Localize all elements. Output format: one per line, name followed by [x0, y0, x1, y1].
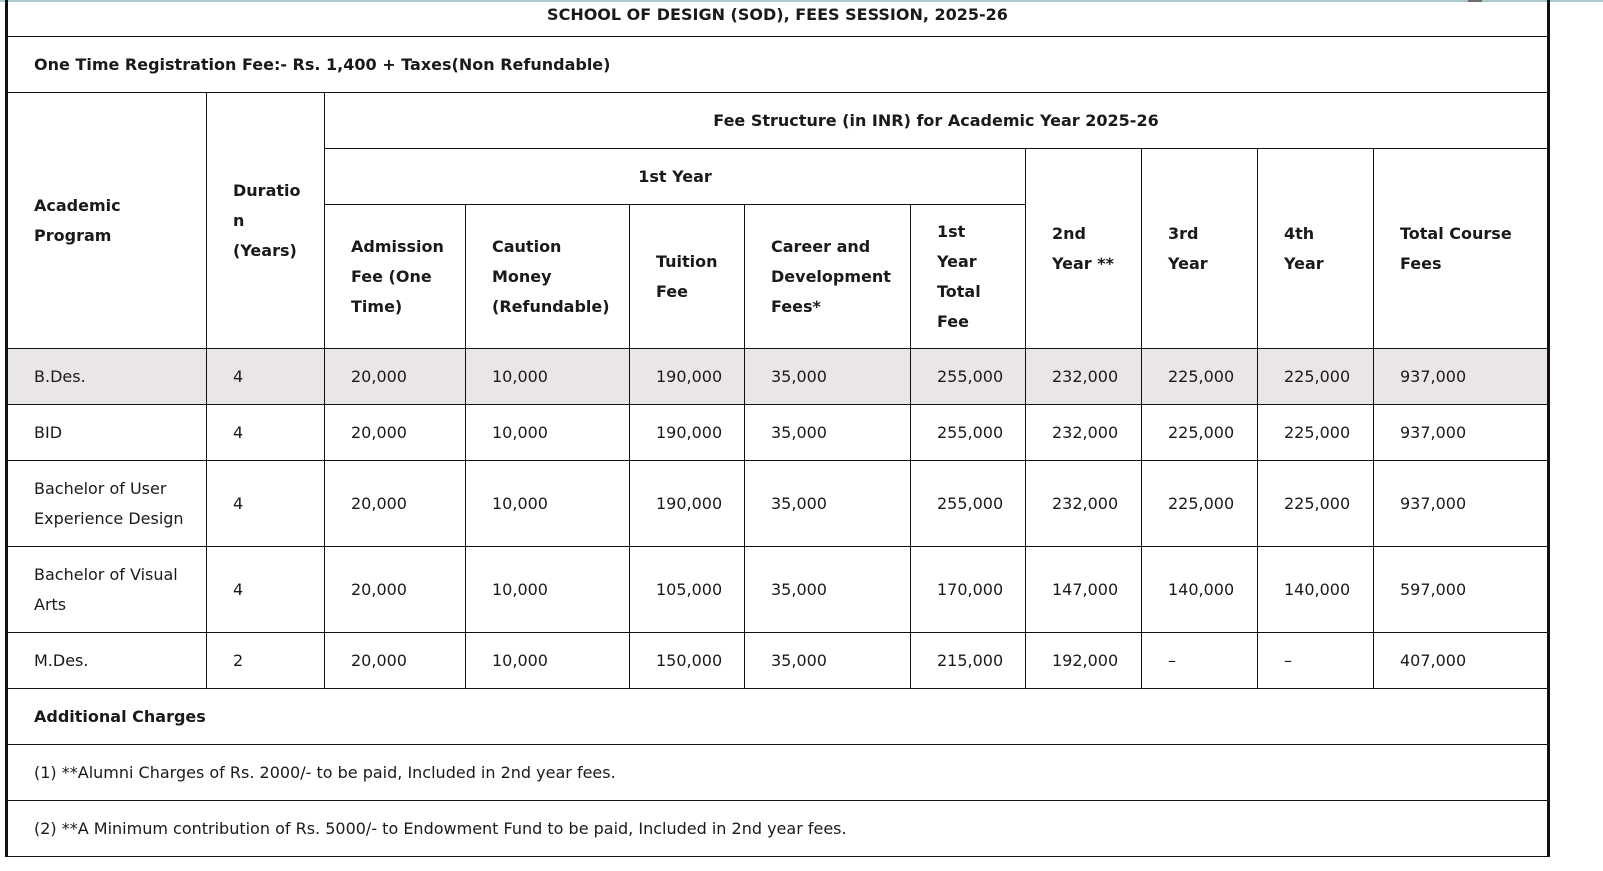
cell-y3: 140,000	[1142, 547, 1258, 633]
cell-career: 35,000	[745, 461, 911, 547]
cell-y4: 225,000	[1258, 349, 1374, 405]
cell-y2: 232,000	[1026, 461, 1142, 547]
cell-tuition: 150,000	[630, 633, 745, 689]
header-duration: Duratio n (Years)	[207, 93, 325, 349]
registration-fee-note: One Time Registration Fee:- Rs. 1,400 + Taxes(Non Refundable)	[7, 37, 1549, 93]
cell-caution: 10,000	[466, 461, 630, 547]
cell-y1-total: 215,000	[911, 633, 1026, 689]
cell-admission: 20,000	[325, 405, 466, 461]
header-academic-program: Academic Program	[7, 93, 207, 349]
fee-table	[5, 0, 1550, 857]
cell-y3: 225,000	[1142, 349, 1258, 405]
table-title: SCHOOL OF DESIGN (SOD), FEES SESSION, 2025-26	[7, 0, 1549, 37]
cell-program: BID	[7, 405, 207, 461]
cell-career: 35,000	[745, 405, 911, 461]
cell-caution: 10,000	[466, 405, 630, 461]
cell-duration: 4	[207, 547, 325, 633]
additional-charges-heading: Additional Charges	[7, 689, 1549, 745]
table-row	[7, 461, 1549, 547]
cell-total: 937,000	[1374, 349, 1549, 405]
table-row	[7, 633, 1549, 689]
header-caution-money: Caution Money (Refundable)	[466, 205, 630, 349]
cell-y3: –	[1142, 633, 1258, 689]
cell-duration: 4	[207, 461, 325, 547]
cell-career: 35,000	[745, 547, 911, 633]
cell-program: Bachelor of Visual Arts	[7, 547, 207, 633]
cell-y2: 192,000	[1026, 633, 1142, 689]
header-first-year-total: 1st Year Total Fee	[911, 205, 1026, 349]
cell-tuition: 190,000	[630, 405, 745, 461]
cell-career: 35,000	[745, 349, 911, 405]
header-total-course-fees: Total Course Fees	[1374, 149, 1549, 349]
table-row	[7, 349, 1549, 405]
cell-program: M.Des.	[7, 633, 207, 689]
cell-admission: 20,000	[325, 633, 466, 689]
cell-tuition: 190,000	[630, 461, 745, 547]
table-row	[7, 547, 1549, 633]
cell-caution: 10,000	[466, 349, 630, 405]
cell-y2: 232,000	[1026, 405, 1142, 461]
cell-y3: 225,000	[1142, 461, 1258, 547]
cell-y4: 140,000	[1258, 547, 1374, 633]
cell-program: B.Des.	[7, 349, 207, 405]
cell-admission: 20,000	[325, 461, 466, 547]
cell-duration: 4	[207, 405, 325, 461]
cell-duration: 4	[207, 349, 325, 405]
cell-y1-total: 170,000	[911, 547, 1026, 633]
header-career-development: Career and Development Fees*	[745, 205, 911, 349]
cell-y3: 225,000	[1142, 405, 1258, 461]
cell-duration: 2	[207, 633, 325, 689]
header-fee-structure: Fee Structure (in INR) for Academic Year 2025-26	[325, 93, 1549, 149]
cell-career: 35,000	[745, 633, 911, 689]
cell-y2: 147,000	[1026, 547, 1142, 633]
header-tuition-fee: Tuition Fee	[630, 205, 745, 349]
cell-total: 597,000	[1374, 547, 1549, 633]
additional-note-2: (2) **A Minimum contribution of Rs. 5000/- to Endowment Fund to be paid, Included in 2nd year fees.	[7, 801, 1549, 857]
cell-admission: 20,000	[325, 547, 466, 633]
cell-tuition: 105,000	[630, 547, 745, 633]
cell-y4: 225,000	[1258, 405, 1374, 461]
header-third-year: 3rd Year	[1142, 149, 1258, 349]
header-second-year: 2nd Year **	[1026, 149, 1142, 349]
cell-y4: –	[1258, 633, 1374, 689]
cell-caution: 10,000	[466, 547, 630, 633]
cell-tuition: 190,000	[630, 349, 745, 405]
cell-total: 937,000	[1374, 461, 1549, 547]
cell-caution: 10,000	[466, 633, 630, 689]
cell-total: 407,000	[1374, 633, 1549, 689]
cell-y1-total: 255,000	[911, 405, 1026, 461]
cell-total: 937,000	[1374, 405, 1549, 461]
header-admission-fee: Admission Fee (One Time)	[325, 205, 466, 349]
header-fourth-year: 4th Year	[1258, 149, 1374, 349]
cell-y1-total: 255,000	[911, 349, 1026, 405]
cell-program: Bachelor of User Experience Design	[7, 461, 207, 547]
cell-y1-total: 255,000	[911, 461, 1026, 547]
cell-y4: 225,000	[1258, 461, 1374, 547]
cell-admission: 20,000	[325, 349, 466, 405]
table-row	[7, 405, 1549, 461]
header-first-year-group: 1st Year	[325, 149, 1026, 205]
cell-y2: 232,000	[1026, 349, 1142, 405]
additional-note-1: (1) **Alumni Charges of Rs. 2000/- to be paid, Included in 2nd year fees.	[7, 745, 1549, 801]
